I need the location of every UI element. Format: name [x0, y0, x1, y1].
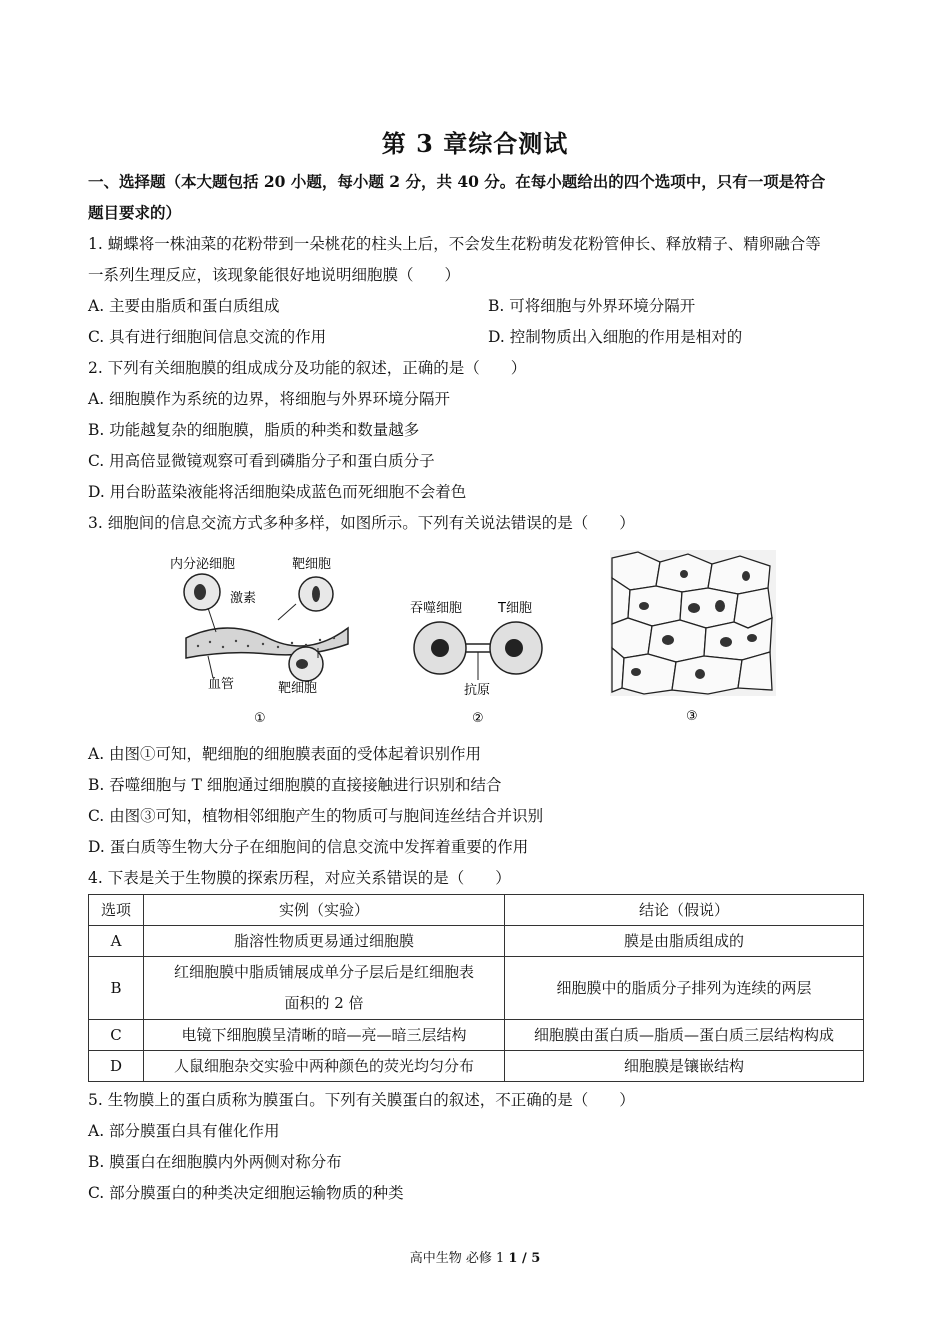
- fig1-label-target-top: 靶细胞: [292, 557, 332, 572]
- q4-stem: 4. 下表是关于生物膜的探索历程，对应关系错误的是（ ）: [88, 869, 511, 887]
- q1-stem-line1: 1. 蝴蝶将一株油菜的花粉带到一朵桃花的柱头上后，不会发生花粉萌发花粉管伸长、释放精子、精卵融合等: [88, 235, 821, 253]
- table-cell-option: A: [89, 926, 144, 957]
- table-cell-example-line1: 红细胞膜中脂质铺展成单分子层后是红细胞表: [173, 963, 474, 981]
- page-title: 第 3 章综合测试: [381, 129, 569, 158]
- fig2-label-phagocyte: 吞噬细胞: [410, 601, 463, 616]
- q5-option-b: B. 膜蛋白在细胞膜内外两侧对称分布: [88, 1153, 342, 1171]
- q1-stem-line2: 一系列生理反应，该现象能很好地说明细胞膜（ ）: [88, 266, 461, 284]
- table-cell-example: [144, 957, 505, 1020]
- table-cell-conclusion: 细胞膜是镶嵌结构: [505, 1051, 864, 1082]
- table-cell-example: 电镜下细胞膜呈清晰的暗—亮—暗三层结构: [144, 1020, 505, 1051]
- table-cell-option: B: [89, 957, 144, 1020]
- table-row: [89, 957, 864, 1020]
- table-row: [89, 926, 864, 957]
- q2-option-c: C. 用高倍显微镜观察可看到磷脂分子和蛋白质分子: [88, 452, 435, 470]
- q1-option-c: C. 具有进行细胞间信息交流的作用: [88, 328, 327, 346]
- table-cell-option: D: [89, 1051, 144, 1082]
- q3-stem: 3. 细胞间的信息交流方式多种多样，如图所示。下列有关说法错误的是（ ）: [88, 514, 635, 532]
- fig1-label-vessel: 血管: [208, 677, 235, 692]
- q3-option-c: C. 由图③可知，植物相邻细胞产生的物质可与胞间连丝结合并识别: [88, 807, 544, 825]
- q2-option-d: D. 用台盼蓝染液能将活细胞染成蓝色而死细胞不会着色: [88, 483, 467, 501]
- q2-option-a: A. 细胞膜作为系统的边界，将细胞与外界环境分隔开: [88, 390, 451, 408]
- table-row: [89, 1020, 864, 1051]
- table-header-example: 实例（实验）: [144, 895, 505, 926]
- table-header-conclusion: 结论（假说）: [505, 895, 864, 926]
- table-cell-option: C: [89, 1020, 144, 1051]
- table-row: [89, 1051, 864, 1082]
- q5-option-a: A. 部分膜蛋白具有催化作用: [88, 1122, 280, 1140]
- table-cell-conclusion: 细胞膜中的脂质分子排列为连续的两层: [505, 957, 864, 1020]
- section-heading-cont: 题目要求的）: [88, 203, 182, 222]
- q1-option-d: D. 控制物质出入细胞的作用是相对的: [488, 328, 743, 346]
- q4-table: [88, 894, 864, 1082]
- fig2-number: ②: [472, 711, 484, 726]
- footer-subject: 高中生物 必修 1: [409, 1251, 509, 1266]
- table-header-option: 选项: [89, 895, 144, 926]
- fig3-number: ③: [686, 709, 698, 724]
- fig2-label-antigen: 抗原: [464, 683, 491, 698]
- q3-option-b: B. 吞噬细胞与 T 细胞通过细胞膜的直接接触进行识别和结合: [88, 776, 502, 794]
- q3-option-a: A. 由图①可知，靶细胞的细胞膜表面的受体起着识别作用: [88, 745, 482, 763]
- table-cell-example: 人鼠细胞杂交实验中两种颜色的荧光均匀分布: [144, 1051, 505, 1082]
- figure-2-cell-contact: [404, 548, 554, 726]
- table-header-row: [89, 895, 864, 926]
- fig1-label-endocrine: 内分泌细胞: [170, 557, 236, 572]
- fig1-label-target-bottom: 靶细胞: [278, 681, 318, 696]
- figure-1-hormone-signaling: [168, 548, 353, 726]
- table-cell-conclusion: 膜是由脂质组成的: [505, 926, 864, 957]
- q2-stem: 2. 下列有关细胞膜的组成成分及功能的叙述，正确的是（ ）: [88, 359, 527, 377]
- fig1-label-hormone: 激素: [230, 591, 257, 606]
- q5-option-c: C. 部分膜蛋白的种类决定细胞运输物质的种类: [88, 1184, 404, 1202]
- page-footer: [0, 1247, 950, 1266]
- q3-figures: [168, 548, 778, 726]
- q5-stem: 5. 生物膜上的蛋白质称为膜蛋白。下列有关膜蛋白的叙述，不正确的是（ ）: [88, 1091, 635, 1109]
- table-cell-example-line2: 面积的 2 倍: [284, 994, 364, 1012]
- figure-3-plasmodesmata: [608, 548, 778, 726]
- q3-option-d: D. 蛋白质等生物大分子在细胞间的信息交流中发挥着重要的作用: [88, 838, 529, 856]
- q1-option-b: B. 可将细胞与外界环境分隔开: [488, 297, 696, 315]
- table-cell-conclusion: 细胞膜由蛋白质—脂质—蛋白质三层结构构成: [505, 1020, 864, 1051]
- fig1-number: ①: [254, 711, 266, 726]
- footer-page-number: 1 / 5: [508, 1251, 541, 1266]
- section-heading: 一、选择题（本大题包括 20 小题，每小题 2 分，共 40 分。在每小题给出的四个选项中，只有一项是符合: [88, 172, 826, 191]
- q2-option-b: B. 功能越复杂的细胞膜，脂质的种类和数量越多: [88, 421, 420, 439]
- fig2-label-tcell: T细胞: [498, 601, 532, 616]
- table-cell-example: 脂溶性物质更易通过细胞膜: [144, 926, 505, 957]
- q1-option-a: A. 主要由脂质和蛋白质组成: [88, 297, 280, 315]
